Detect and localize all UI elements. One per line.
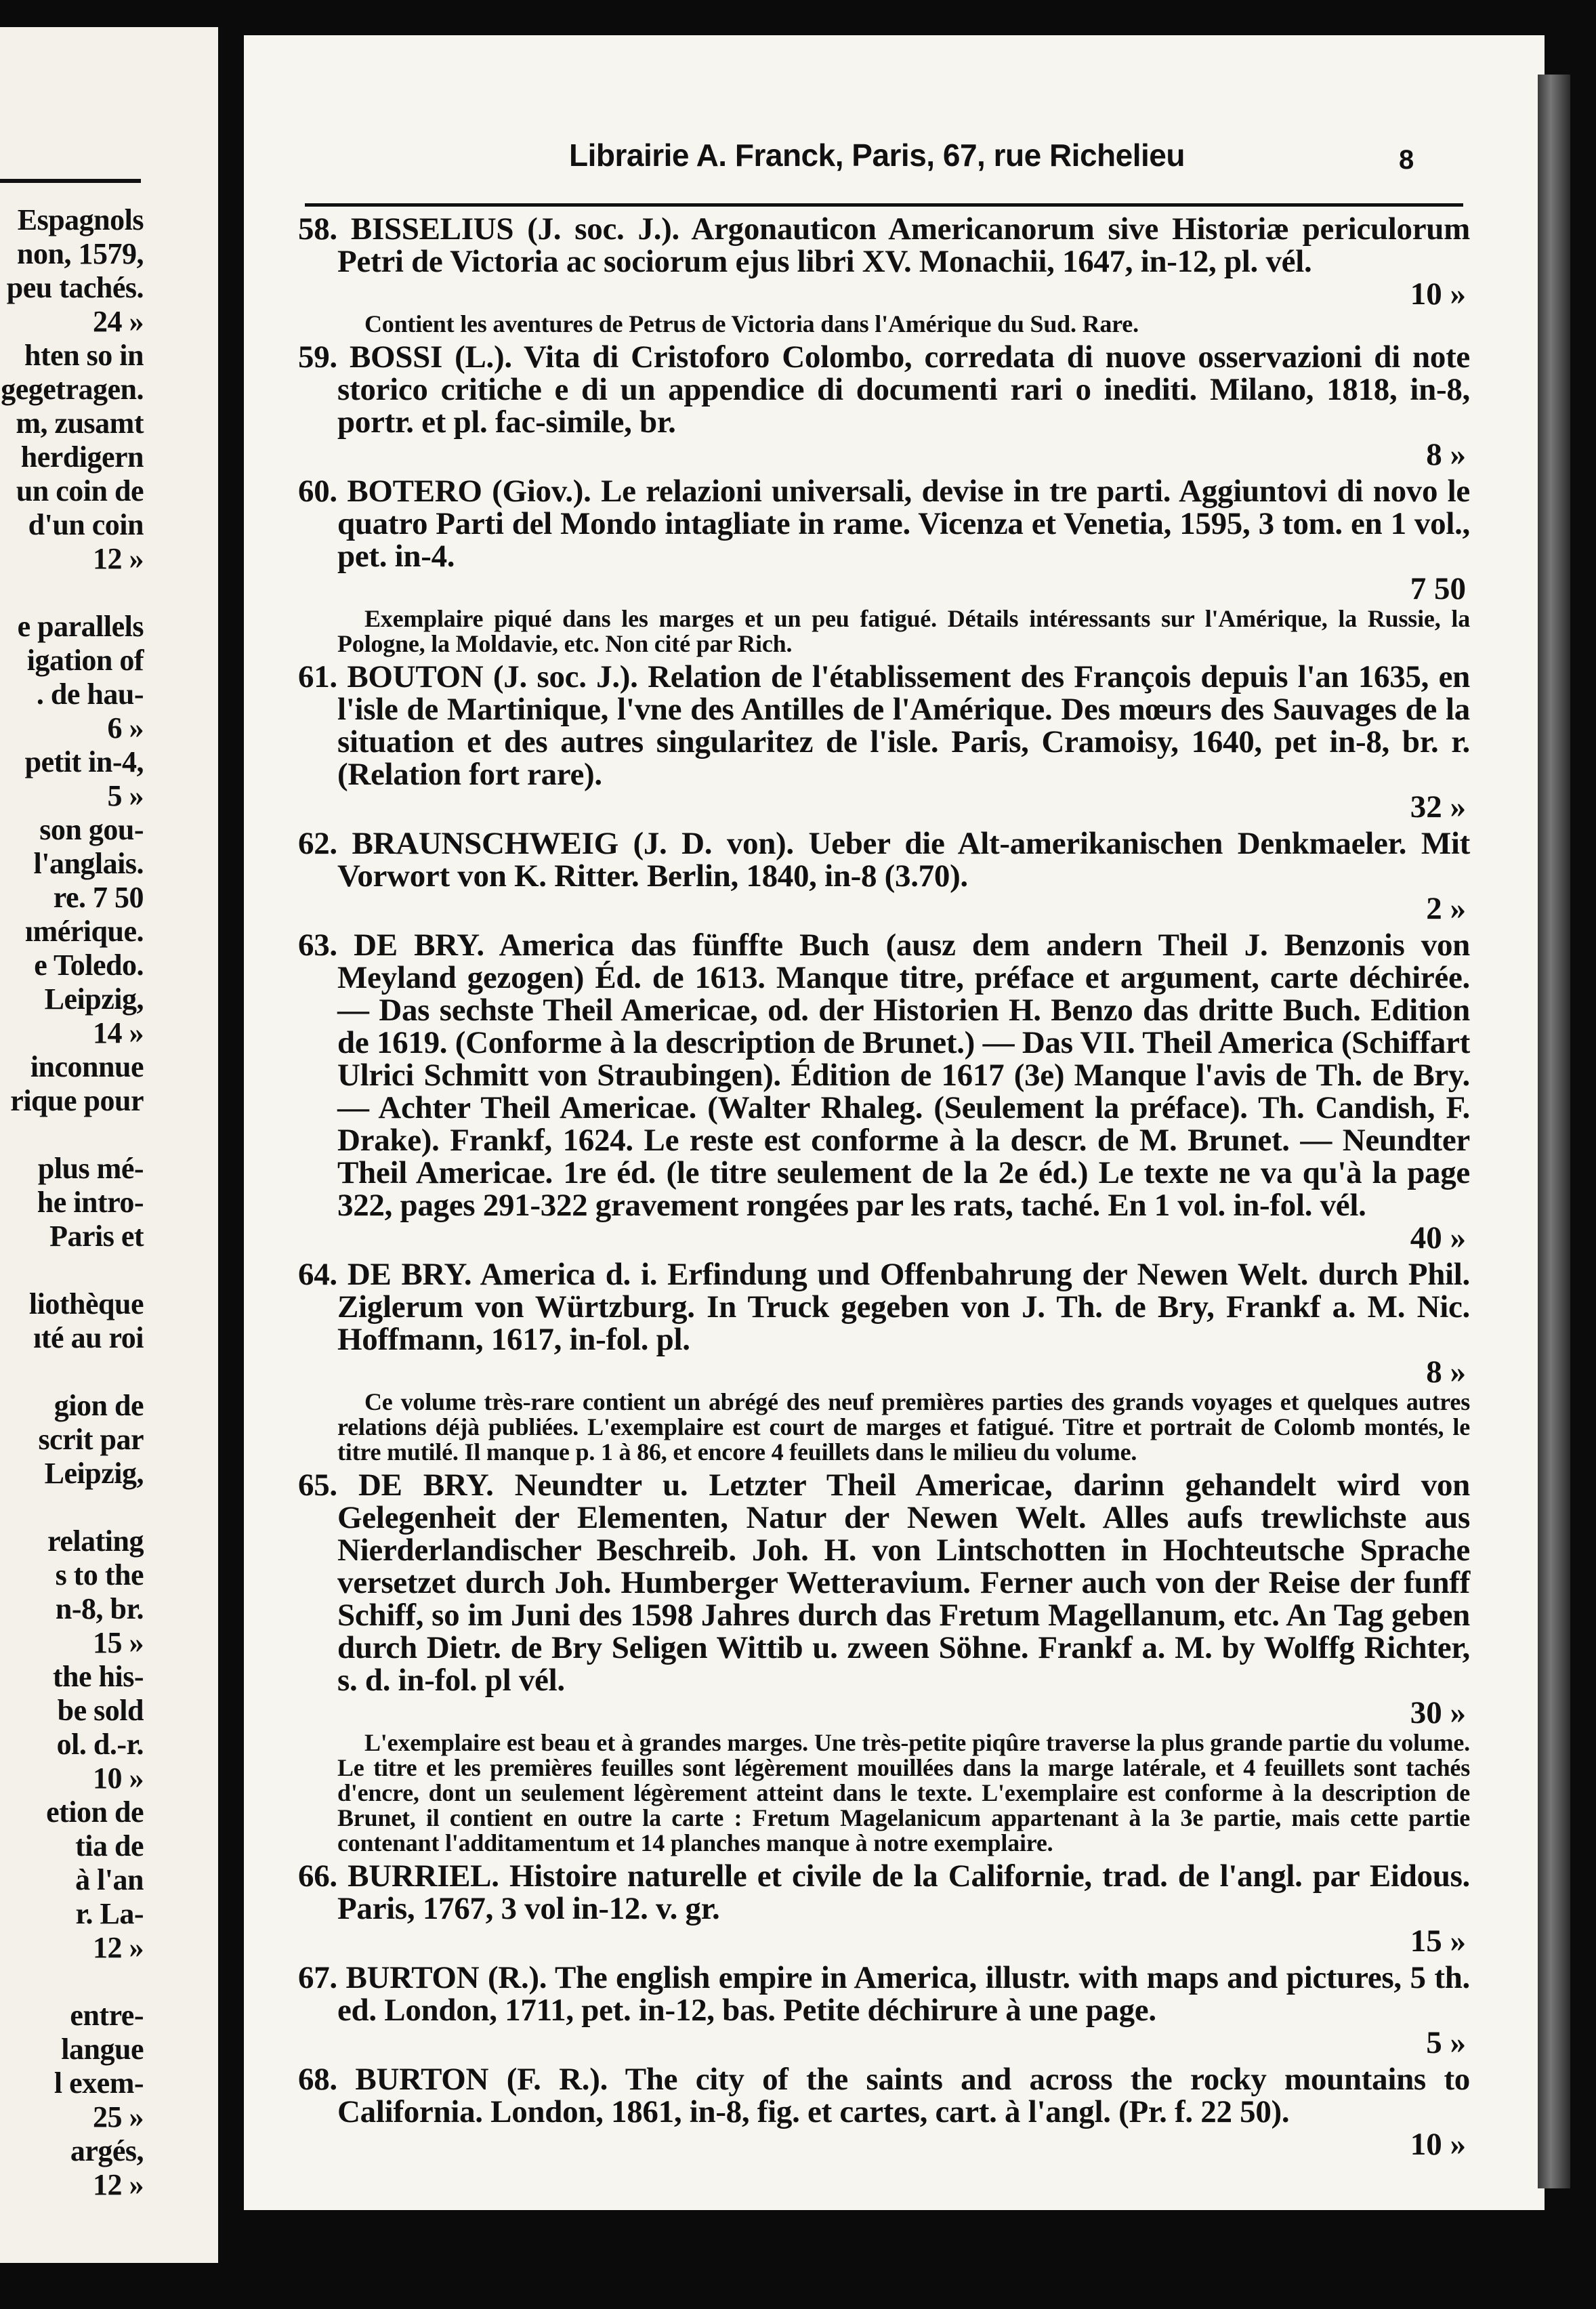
catalogue-entry xyxy=(298,1258,1470,1465)
facing-page-line: ol. d.-r. xyxy=(56,1728,144,1761)
facing-page-line: rique pour xyxy=(10,1084,144,1117)
entry-description: BURTON (F. R.). The city of the saints and across the rocky mountains to California. London, 1861, in-8, fig. et cartes, cart. à l'angl. (Pr. f. 22 50). xyxy=(337,2062,1471,2129)
catalogue-entry xyxy=(298,2063,1470,2161)
catalogue-page xyxy=(244,35,1545,2210)
facing-page-line: ımérique. xyxy=(24,915,144,948)
entry-note: Ce volume très-rare contient un abrégé des neuf premières parties des grands voyages et quelques autres relations déjà publiées. L'exemplaire est court de marges et fatigué. Titre et portrait de Colomb montés, le titre mutilé. Il manque p. 1 à 86, et encore 4 feuillets dans le milieu du volume. xyxy=(337,1388,1470,1465)
facing-page-line: langue xyxy=(61,2033,144,2066)
facing-page-line: 12 » xyxy=(93,542,144,575)
facing-page-line: hten so in xyxy=(24,339,144,372)
facing-page-line: r. La- xyxy=(75,1897,144,1930)
facing-page-line: scrit par xyxy=(38,1423,144,1456)
facing-page-line: 10 » xyxy=(93,1762,144,1795)
facing-page-line: 25 » xyxy=(93,2100,144,2134)
catalogue-entry xyxy=(298,661,1470,823)
entry-description: BISSELIUS (J. soc. J.). Argonauticon Americanorum sive Historiæ periculorum Petri de Victoria ac sociorum ejus libri XV. Monachii, 1647, in-12, pl. vél. xyxy=(337,211,1470,279)
facing-page-header-rule xyxy=(0,179,141,183)
entry-body xyxy=(298,1860,1470,1925)
entry-description: BOUTON (J. soc. J.). Relation de l'établissement des François depuis l'an 1635, en l'isle de Martinique, l'vne des Antilles de l'Amérique. Des mœurs des Sauvages de la situation et des autres singularitez de l'isle. Paris, Cramoisy, 1640, pet in-8, br. r. (Relation fort rare). xyxy=(337,659,1470,792)
entry-number: 64. xyxy=(298,1257,337,1292)
entry-description: BURTON (R.). The english empire in America, illustr. with maps and pictures, 5 th. ed. London, 1711, pet. in-12, bas. Petite déchirure à une page. xyxy=(337,1960,1470,2028)
facing-page-line xyxy=(0,1355,144,1389)
facing-page-line: m, zusamt xyxy=(16,407,144,440)
catalogue-entry xyxy=(298,213,1470,337)
facing-page-line: e parallels xyxy=(17,610,144,643)
catalogue-entry xyxy=(298,1469,1470,1856)
entry-description: DE BRY. Neundter u. Letzter Theil Americae, darinn gehandelt wird von Gelegenheit der Elementen, Natur der Newen Welt. Alles aufs trewlichste aus Nierderlandischer Beschreib. Joh. H. von Lintschotten in Hochteutsche Sprache versetzet durch Joh. Humberger Wetteravium. Ferner auch von der Reise der funff Schiff, so im Juni des 1598 Jahres durch das Fretum Magellanum, etc. An Tag geben durch Dietr. de Bry Seligen Wittib u. zween Söhne. Frankf a. M. by Wolffg Richter, s. d. in-fol. pl vél. xyxy=(337,1468,1470,1698)
facing-page-line: inconnue xyxy=(30,1050,144,1083)
facing-page-line: 6 » xyxy=(107,711,144,745)
facing-page-line: 12 » xyxy=(93,2168,144,2201)
facing-page-line: ıté au roi xyxy=(33,1321,144,1354)
entry-number: 60. xyxy=(298,474,337,509)
entry-body xyxy=(298,341,1470,438)
facing-page-line: argés, xyxy=(70,2134,144,2167)
entry-price: 15 » xyxy=(1410,1923,1466,1959)
facing-page-line: . de hau- xyxy=(36,678,144,711)
entry-price: 10 » xyxy=(1410,276,1466,312)
entry-price: 30 » xyxy=(1410,1695,1466,1730)
entry-body xyxy=(298,1258,1470,1356)
entry-price: 8 » xyxy=(1426,437,1466,472)
facing-page-line: non, 1579, xyxy=(17,237,144,270)
catalogue-entry xyxy=(298,1961,1470,2059)
entry-number: 68. xyxy=(298,2062,337,2097)
entry-body xyxy=(298,213,1470,278)
facing-page-line: Espagnols xyxy=(17,203,144,236)
entry-price: 10 » xyxy=(1410,2127,1466,2162)
entry-note: L'exemplaire est beau et à grandes marges. Une très-petite piqûre traverse la plus grande partie du volume. Le titre et les premières feuilles sont légèrement mouillées dans la marge latérale, et 4 feuillets sont tachés d'encre, dont un seulement légèrement atteint dans le texte. L'exemplaire est conforme à la description de Brunet, il contient en outre la carte : Fretum Magelanicum appartenant à la 3e partie, mais cette partie contenant l'additamentum et 14 planches manque à notre exemplaire. xyxy=(337,1729,1470,1856)
entry-price: 40 » xyxy=(1410,1220,1466,1255)
facing-page-line: 12 » xyxy=(93,1931,144,1964)
facing-page-line: n-8, br. xyxy=(55,1592,144,1625)
facing-page-fragment xyxy=(0,27,222,2263)
catalogue-entries xyxy=(298,213,1470,2165)
facing-page-line xyxy=(0,1118,144,1152)
facing-page-line: re. 7 50 xyxy=(53,881,144,914)
facing-page-line: Leipzig, xyxy=(44,1457,144,1490)
facing-page-line: d'un coin xyxy=(28,508,144,541)
facing-page-line: son gou- xyxy=(39,813,144,846)
facing-page-line: etion de xyxy=(46,1795,144,1829)
entry-number: 59. xyxy=(298,339,337,375)
entry-body xyxy=(298,661,1470,791)
entry-body xyxy=(298,929,1470,1222)
entry-price: 7 50 xyxy=(1410,571,1466,606)
header-rule xyxy=(305,203,1463,207)
entry-number: 65. xyxy=(298,1468,337,1503)
facing-page-line: 14 » xyxy=(93,1016,144,1049)
page-edge xyxy=(1538,75,1570,2188)
facing-page-line: 15 » xyxy=(93,1626,144,1659)
entry-price: 8 » xyxy=(1426,1354,1466,1390)
entry-number: 63. xyxy=(298,928,337,963)
facing-page-line: à l'an xyxy=(75,1863,144,1896)
facing-page-line: gion de xyxy=(54,1389,144,1422)
page-number: 8 xyxy=(1399,145,1414,175)
page-header xyxy=(244,137,1545,184)
catalogue-entry xyxy=(298,929,1470,1254)
entry-number: 58. xyxy=(298,211,337,247)
facing-page-line: 5 » xyxy=(107,779,144,812)
facing-page-line: Paris et xyxy=(49,1220,144,1253)
facing-page-line: the his- xyxy=(52,1660,144,1693)
facing-page-line: plus mé- xyxy=(37,1152,144,1185)
entry-description: DE BRY. America d. i. Erfindung und Offenbahrung der Newen Welt. durch Phil. Ziglerum von Würtzburg. In Truck gegeben von J. Th. de Bry, Frankf a. M. Nic. Hoffmann, 1617, in-fol. pl. xyxy=(337,1257,1470,1357)
catalogue-entry xyxy=(298,341,1470,471)
facing-page-line: l exem- xyxy=(54,2066,144,2100)
entry-number: 61. xyxy=(298,659,337,694)
catalogue-entry xyxy=(298,1860,1470,1957)
facing-page-line: petit in-4, xyxy=(24,745,144,778)
facing-page-line: entre- xyxy=(70,1999,144,2032)
facing-page-line: liothèque xyxy=(28,1287,144,1320)
entry-body xyxy=(298,1469,1470,1697)
entry-body xyxy=(298,2063,1470,2128)
entry-note: Exemplaire piqué dans les marges et un peu fatigué. Détails intéressants sur l'Amérique, la Russie, la Pologne, la Moldavie, etc. Non cité par Rich. xyxy=(337,605,1470,657)
entry-note: Contient les aventures de Petrus de Victoria dans l'Amérique du Sud. Rare. xyxy=(364,310,1139,337)
entry-number: 62. xyxy=(298,826,337,861)
facing-page-line: igation of xyxy=(26,644,144,677)
entry-description: BOSSI (L.). Vita di Cristoforo Colombo, corredata di nuove osservazioni di note storico critiche e di un appendice di documenti rari o inediti. Milano, 1818, in-8, portr. et pl. fac-simile, br. xyxy=(337,339,1470,440)
entry-description: BRAUNSCHWEIG (J. D. von). Ueber die Alt-amerikanischen Denkmaeler. Mit Vorwort von K. Ritter. Berlin, 1840, in-8 (3.70). xyxy=(337,826,1471,894)
entry-price: 32 » xyxy=(1410,789,1466,825)
facing-page-line: tia de xyxy=(75,1829,144,1863)
facing-page-line: relating xyxy=(47,1524,144,1558)
entry-number: 66. xyxy=(298,1858,337,1894)
facing-page-line: he intro- xyxy=(37,1186,144,1219)
facing-page-line: herdigern xyxy=(20,440,144,474)
entry-number: 67. xyxy=(298,1960,337,1995)
facing-page-text xyxy=(0,203,144,2202)
catalogue-entry xyxy=(298,827,1470,925)
facing-page-line xyxy=(0,1491,144,1524)
catalogue-entry xyxy=(298,475,1470,657)
running-title: Librairie A. Franck, Paris, 67, rue Richelieu xyxy=(569,138,1185,173)
facing-page-line: peu tachés. xyxy=(6,271,144,304)
facing-page-line: gegetragen. xyxy=(1,373,144,406)
facing-page-line xyxy=(0,1253,144,1287)
entry-price: 2 » xyxy=(1426,891,1466,926)
facing-page-line: Leipzig, xyxy=(44,982,144,1016)
facing-page-line xyxy=(0,1965,144,1999)
facing-page-line: s to the xyxy=(55,1558,144,1592)
entry-body xyxy=(298,1961,1470,2026)
facing-page-line: be sold xyxy=(57,1694,144,1727)
facing-page-line: un coin de xyxy=(16,474,144,507)
entry-body xyxy=(298,475,1470,573)
entry-description: BURRIEL. Histoire naturelle et civile de la Californie, trad. de l'angl. par Eidous. Paris, 1767, 3 vol in-12. v. gr. xyxy=(337,1858,1471,1926)
facing-page-line: l'anglais. xyxy=(33,847,144,880)
entry-description: DE BRY. America das fünffte Buch (ausz dem andern Theil J. Benzonis von Meyland gezogen) Éd. de 1613. Manque titre, préface et argument, carte déchirée. — Das sechste Theil Americae, od. der Historien H. Benzo das dritte Buch. Edition de 1619. (Conforme à la description de Brunet.) — Das VII. Theil America (Schiffart Ulrici Schmitt von Straubingen). Édition de 1617 (3e) Manque l'avis de Th. de Bry. — Achter Theil Americae. (Walter Rhaleg. (Seulement la préface). Th. Candish, F. Drake). Frankf, 1624. Le reste est conforme à la descr. de M. Brunet. — Neundter Theil Americae. 1re éd. (le titre seulement de la 2e éd.) Le texte ne va qu'à la page 322, pages 291-322 gravement rongées par les rats, taché. En 1 vol. in-fol. vél. xyxy=(337,928,1471,1223)
facing-page-line: e Toledo. xyxy=(34,949,144,982)
entry-description: BOTERO (Giov.). Le relazioni universali, devise in tre parti. Aggiuntovi di novo le quatro Parti del Mondo intagliate in rame. Vicenza et Venetia, 1595, 3 tom. en 1 vol., pet. in-4. xyxy=(337,474,1470,574)
entry-price: 5 » xyxy=(1426,2025,1466,2060)
facing-page-line: 24 » xyxy=(93,305,144,338)
facing-page-line xyxy=(0,576,144,610)
entry-body xyxy=(298,827,1470,892)
